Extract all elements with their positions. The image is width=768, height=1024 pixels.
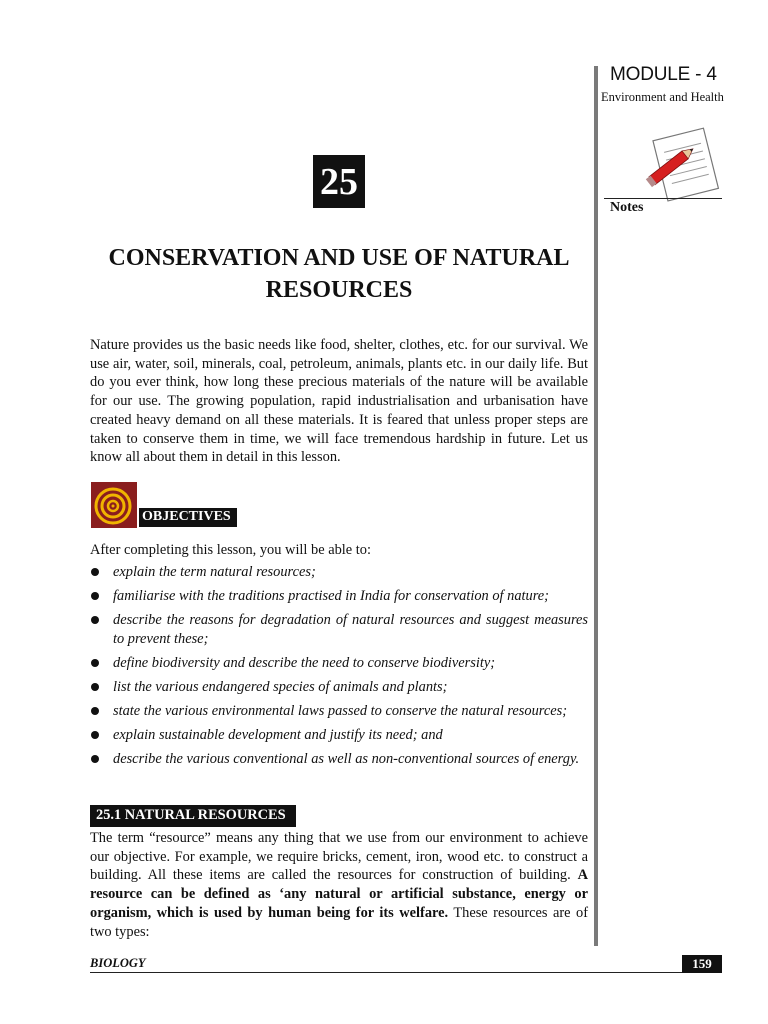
footer-divider — [90, 972, 722, 973]
list-item: describe the reasons for degradation of natural resources and suggest measures to prevent these; — [90, 611, 588, 648]
objectives-list — [90, 563, 588, 774]
objectives-target-icon — [91, 482, 137, 528]
chapter-title — [90, 242, 588, 306]
chapter-title-line-1: CONSERVATION AND USE OF NATURAL — [108, 245, 570, 271]
bullet-icon — [91, 731, 99, 739]
section-heading: 25.1 NATURAL RESOURCES — [90, 805, 296, 827]
bullet-icon — [91, 568, 99, 576]
definition-text: A resource can be defined as ‘any natural or artificial substance, energy or organism, which is used by human being for its welfare. — [90, 867, 588, 921]
list-item: describe the various conventional as well as non-conventional sources of energy. — [90, 750, 588, 769]
list-item: explain sustainable development and justify its need; and — [90, 726, 588, 745]
bullet-icon — [91, 616, 99, 624]
list-item: define biodiversity and describe the need to conserve biodiversity; — [90, 654, 588, 673]
module-subtitle: Environment and Health — [601, 90, 724, 104]
bullet-icon — [91, 659, 99, 667]
chapter-title-line-2: RESOURCES — [265, 277, 413, 303]
notes-label: Notes — [610, 200, 644, 215]
bullet-icon — [91, 755, 99, 763]
footer-subject: BIOLOGY — [90, 956, 146, 970]
bullet-icon — [91, 592, 99, 600]
list-item: explain the term natural resources; — [90, 563, 588, 582]
notes-divider — [604, 198, 722, 199]
list-item: familiarise with the traditions practised in India for conservation of nature; — [90, 587, 588, 606]
objectives-label: OBJECTIVES — [139, 508, 237, 527]
bullet-icon — [91, 707, 99, 715]
module-title: MODULE - 4 — [610, 64, 717, 85]
bullet-icon — [91, 683, 99, 691]
notes-pencil-icon — [640, 124, 724, 204]
objectives-intro: After completing this lesson, you will be able to: — [90, 542, 371, 558]
intro-paragraph: Nature provides us the basic needs like food, shelter, clothes, etc. for our survival. We use air, water, soil, minerals, coal, petroleum, animals, plants etc. in our daily life. But do you ever think, how long these precious materials of the nature will be available for our use. The growing population, rapid industrialisation and urbanisation have created heavy demand on all these materials. It is feared that unless proper steps are taken to conserve them in time, we will face tremendous hardship in future. Let us know all about them in detail in this lesson. — [90, 337, 588, 466]
margin-rule — [594, 66, 598, 946]
section-paragraph: The term “resource” means any thing that we use from our environment to achieve our objective. For example, we require bricks, cement, iron, wood etc. to construct a building. All these items are called the resources for construction of building. A resource can be defined as ‘any natural or artificial substance, energy or organism, which is used by human being for its welfare. These resources are of two types: — [90, 830, 588, 940]
page-number: 159 — [682, 955, 722, 973]
chapter-number: 25 — [313, 155, 365, 208]
list-item: state the various environmental laws passed to conserve the natural resources; — [90, 702, 588, 721]
list-item: list the various endangered species of animals and plants; — [90, 678, 588, 697]
